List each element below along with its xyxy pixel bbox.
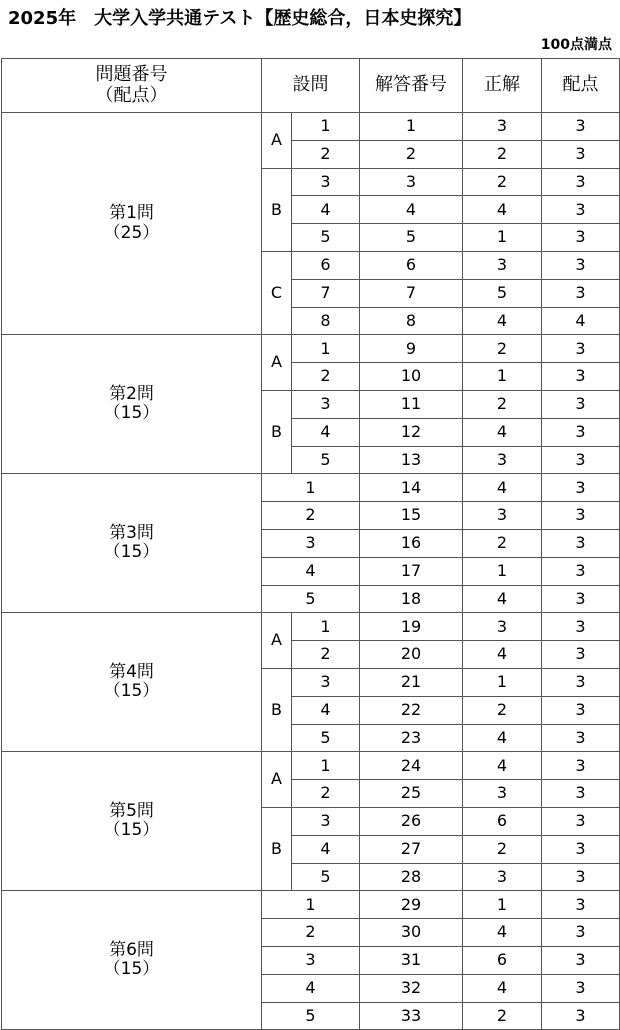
- setsumon-cell: 4: [292, 418, 360, 446]
- setsumon-cell: 3: [292, 668, 360, 696]
- correct-answer-cell: 4: [463, 974, 542, 1002]
- points-cell: 3: [542, 863, 620, 891]
- answer-number-cell: 7: [360, 279, 463, 307]
- section-label: B: [262, 807, 292, 890]
- correct-answer-cell: 1: [463, 557, 542, 585]
- answer-number-cell: 24: [360, 752, 463, 780]
- header-setsumon: 設問: [262, 59, 360, 113]
- setsumon-cell: 5: [292, 863, 360, 891]
- correct-answer-cell: 3: [463, 113, 542, 141]
- table-row: [2, 613, 620, 641]
- question-name: 第2問: [109, 383, 154, 404]
- question-name: 第5問: [109, 800, 154, 821]
- setsumon-cell: 4: [292, 835, 360, 863]
- setsumon-cell: 2: [292, 140, 360, 168]
- answer-number-cell: 15: [360, 502, 463, 530]
- question-score: （15）: [103, 820, 160, 841]
- points-cell: 3: [542, 974, 620, 1002]
- question-cell: [2, 613, 262, 752]
- answer-number-cell: 25: [360, 780, 463, 808]
- question-name: 第1問: [109, 203, 154, 224]
- points-cell: 3: [542, 140, 620, 168]
- correct-answer-cell: 6: [463, 946, 542, 974]
- correct-answer-cell: 2: [463, 529, 542, 557]
- correct-answer-cell: 2: [463, 1002, 542, 1030]
- section-label: A: [262, 613, 292, 669]
- answer-number-cell: 29: [360, 891, 463, 919]
- answer-number-cell: 33: [360, 1002, 463, 1030]
- setsumon-cell: 1: [292, 752, 360, 780]
- setsumon-cell: 3: [292, 168, 360, 196]
- points-cell: 3: [542, 585, 620, 613]
- answer-number-cell: 28: [360, 863, 463, 891]
- points-cell: 3: [542, 279, 620, 307]
- answer-number-cell: 1: [360, 113, 463, 141]
- answer-number-cell: 9: [360, 335, 463, 363]
- question-cell: [2, 752, 262, 891]
- section-label: A: [262, 335, 292, 391]
- points-cell: 3: [542, 724, 620, 752]
- question-cell: [2, 891, 262, 1030]
- setsumon-cell: 4: [292, 196, 360, 224]
- setsumon-cell: 3: [292, 390, 360, 418]
- answer-number-cell: 19: [360, 613, 463, 641]
- setsumon-cell: 5: [262, 585, 360, 613]
- question-cell: [2, 474, 262, 613]
- correct-answer-cell: 4: [463, 474, 542, 502]
- setsumon-cell: 1: [292, 335, 360, 363]
- answer-number-cell: 11: [360, 390, 463, 418]
- answer-number-cell: 6: [360, 251, 463, 279]
- points-cell: 3: [542, 1002, 620, 1030]
- setsumon-cell: 4: [262, 974, 360, 1002]
- answer-number-cell: 10: [360, 363, 463, 391]
- table-row: [2, 335, 620, 363]
- correct-answer-cell: 4: [463, 724, 542, 752]
- correct-answer-cell: 5: [463, 279, 542, 307]
- question-name: 第6問: [109, 939, 154, 960]
- correct-answer-cell: 2: [463, 168, 542, 196]
- correct-answer-cell: 4: [463, 919, 542, 947]
- correct-answer-cell: 1: [463, 668, 542, 696]
- setsumon-cell: 5: [292, 724, 360, 752]
- correct-answer-cell: 4: [463, 641, 542, 669]
- setsumon-cell: 2: [292, 641, 360, 669]
- points-cell: 3: [542, 529, 620, 557]
- correct-answer-cell: 4: [463, 585, 542, 613]
- setsumon-cell: 2: [262, 919, 360, 947]
- table-row: [2, 113, 620, 141]
- answer-number-cell: 26: [360, 807, 463, 835]
- section-label: C: [262, 251, 292, 334]
- question-score: （15）: [103, 542, 160, 563]
- correct-answer-cell: 4: [463, 196, 542, 224]
- header-points: 配点: [542, 59, 620, 113]
- setsumon-cell: 7: [292, 279, 360, 307]
- correct-answer-cell: 3: [463, 780, 542, 808]
- points-cell: 3: [542, 363, 620, 391]
- section-label: B: [262, 668, 292, 751]
- question-name: 第4問: [109, 661, 154, 682]
- question-score: （15）: [103, 959, 160, 980]
- section-label: B: [262, 390, 292, 473]
- setsumon-cell: 2: [262, 502, 360, 530]
- points-cell: 3: [542, 641, 620, 669]
- answer-table-body: [2, 113, 620, 1030]
- setsumon-cell: 5: [292, 224, 360, 252]
- answer-number-cell: 21: [360, 668, 463, 696]
- correct-answer-cell: 2: [463, 390, 542, 418]
- question-cell: [2, 335, 262, 474]
- points-cell: 3: [542, 752, 620, 780]
- question-cell: [2, 113, 262, 335]
- section-label: B: [262, 168, 292, 251]
- points-cell: 3: [542, 446, 620, 474]
- answer-number-cell: 31: [360, 946, 463, 974]
- points-cell: 3: [542, 196, 620, 224]
- answer-number-cell: 12: [360, 418, 463, 446]
- section-label: A: [262, 113, 292, 169]
- table-row: [2, 891, 620, 919]
- answer-number-cell: 14: [360, 474, 463, 502]
- question-score: （15）: [103, 681, 160, 702]
- answer-number-cell: 27: [360, 835, 463, 863]
- points-cell: 3: [542, 335, 620, 363]
- correct-answer-cell: 2: [463, 140, 542, 168]
- correct-answer-cell: 6: [463, 807, 542, 835]
- correct-answer-cell: 3: [463, 446, 542, 474]
- points-cell: 4: [542, 307, 620, 335]
- answer-number-cell: 3: [360, 168, 463, 196]
- points-cell: 3: [542, 390, 620, 418]
- correct-answer-cell: 2: [463, 335, 542, 363]
- points-cell: 3: [542, 113, 620, 141]
- answer-number-cell: 20: [360, 641, 463, 669]
- header-row: [2, 59, 620, 113]
- setsumon-cell: 3: [262, 529, 360, 557]
- correct-answer-cell: 4: [463, 418, 542, 446]
- setsumon-cell: 6: [292, 251, 360, 279]
- points-cell: 3: [542, 418, 620, 446]
- setsumon-cell: 5: [262, 1002, 360, 1030]
- correct-answer-cell: 3: [463, 613, 542, 641]
- question-score: （25）: [103, 222, 160, 243]
- setsumon-cell: 5: [292, 446, 360, 474]
- points-cell: 3: [542, 251, 620, 279]
- answer-table: [1, 58, 620, 1030]
- setsumon-cell: 4: [292, 696, 360, 724]
- correct-answer-cell: 4: [463, 752, 542, 780]
- answer-number-cell: 23: [360, 724, 463, 752]
- answer-number-cell: 4: [360, 196, 463, 224]
- correct-answer-cell: 1: [463, 891, 542, 919]
- question-score: （15）: [103, 403, 160, 424]
- table-row: [2, 474, 620, 502]
- points-cell: 3: [542, 946, 620, 974]
- answer-number-cell: 16: [360, 529, 463, 557]
- setsumon-cell: 2: [292, 363, 360, 391]
- answer-number-cell: 32: [360, 974, 463, 1002]
- setsumon-cell: 1: [292, 613, 360, 641]
- points-cell: 3: [542, 696, 620, 724]
- correct-answer-cell: 3: [463, 863, 542, 891]
- answer-number-cell: 22: [360, 696, 463, 724]
- page-title: 2025年 大学入学共通テスト【歴史総合，日本史探究】: [8, 8, 472, 29]
- correct-answer-cell: 2: [463, 696, 542, 724]
- points-cell: 3: [542, 168, 620, 196]
- correct-answer-cell: 1: [463, 363, 542, 391]
- answer-number-cell: 5: [360, 224, 463, 252]
- header-correct: 正解: [463, 59, 542, 113]
- correct-answer-cell: 3: [463, 502, 542, 530]
- points-cell: 3: [542, 668, 620, 696]
- points-cell: 3: [542, 780, 620, 808]
- question-name: 第3問: [109, 522, 154, 543]
- correct-answer-cell: 3: [463, 251, 542, 279]
- setsumon-cell: 3: [292, 807, 360, 835]
- points-cell: 3: [542, 835, 620, 863]
- points-cell: 3: [542, 502, 620, 530]
- setsumon-cell: 3: [262, 946, 360, 974]
- setsumon-cell: 4: [262, 557, 360, 585]
- answer-number-cell: 30: [360, 919, 463, 947]
- header-question-number: [2, 59, 262, 113]
- setsumon-cell: 1: [262, 891, 360, 919]
- answer-number-cell: 8: [360, 307, 463, 335]
- setsumon-cell: 1: [292, 113, 360, 141]
- answer-number-cell: 17: [360, 557, 463, 585]
- header-question-points-label: （配点）: [95, 84, 168, 106]
- correct-answer-cell: 1: [463, 224, 542, 252]
- answer-number-cell: 2: [360, 140, 463, 168]
- points-cell: 3: [542, 613, 620, 641]
- points-cell: 3: [542, 474, 620, 502]
- points-cell: 3: [542, 557, 620, 585]
- setsumon-cell: 8: [292, 307, 360, 335]
- header-question-number-label: 問題番号: [95, 63, 168, 85]
- correct-answer-cell: 4: [463, 307, 542, 335]
- points-cell: 3: [542, 224, 620, 252]
- points-cell: 3: [542, 919, 620, 947]
- total-score-label: 100点満点: [540, 37, 612, 53]
- header-answer-number: 解答番号: [360, 59, 463, 113]
- answer-number-cell: 18: [360, 585, 463, 613]
- setsumon-cell: 1: [262, 474, 360, 502]
- section-label: A: [262, 752, 292, 808]
- setsumon-cell: 2: [292, 780, 360, 808]
- points-cell: 3: [542, 891, 620, 919]
- answer-number-cell: 13: [360, 446, 463, 474]
- table-row: [2, 752, 620, 780]
- correct-answer-cell: 2: [463, 835, 542, 863]
- points-cell: 3: [542, 807, 620, 835]
